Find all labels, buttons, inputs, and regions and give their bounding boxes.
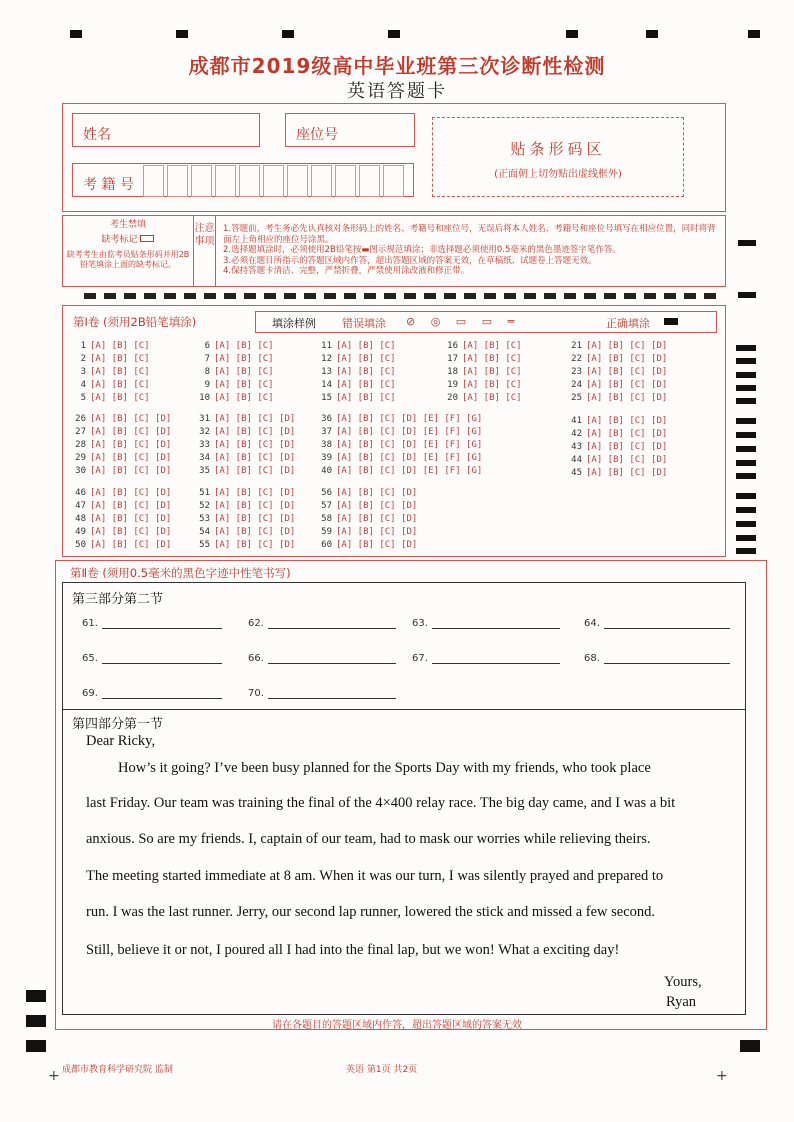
question-number: 9 [204,380,210,390]
wrong-examples: ⊘ ◎ ▭ ▭ ═ [406,315,521,328]
divider-dashes [84,293,724,299]
question-5[interactable] [70,393,150,403]
question-23[interactable] [566,367,667,377]
timing-mark [736,473,756,479]
answer-options[interactable]: [A] [B] [C] [D] [214,440,296,450]
exam-no-digit-box[interactable] [359,165,380,197]
question-number: 24 [571,380,582,390]
question-22[interactable] [566,354,667,364]
question-number: 60 [321,540,332,550]
blank-66[interactable]: 66. [248,653,396,664]
timing-mark [736,372,756,378]
answer-options[interactable]: [A] [B] [C] [336,393,396,403]
question-number: 17 [447,354,458,364]
question-27[interactable] [70,427,171,437]
answer-options[interactable]: [A] [B] [C] [D] [E] [F] [G] [336,427,483,437]
question-number: 8 [204,367,210,377]
exam-no-digit-box[interactable] [311,165,332,197]
question-number: 56 [321,488,332,498]
seat-field[interactable] [285,113,415,147]
answer-options[interactable]: [A] [B] [C] [D] [90,514,172,524]
question-number: 44 [571,455,582,465]
question-47[interactable] [70,501,171,511]
answer-options[interactable]: [A] [B] [C] [462,393,522,403]
name-field[interactable] [72,113,260,147]
question-number: 32 [199,427,210,437]
question-41[interactable] [566,416,667,426]
answer-options[interactable]: [A] [B] [C] [214,354,274,364]
timing-mark [748,30,760,38]
question-number: 11 [321,341,332,351]
question-number: 12 [321,354,332,364]
answer-options[interactable]: [A] [B] [C] [462,380,522,390]
blank-61[interactable]: 61. [82,618,222,629]
timing-mark [388,30,400,38]
correct-example [664,318,678,325]
question-8[interactable] [194,367,274,377]
question-31[interactable] [194,414,295,424]
question-number: 16 [447,341,458,351]
question-20[interactable] [442,393,522,403]
exam-no-label: 考 籍 号 [83,177,134,193]
answer-options[interactable]: [A] [B] [C] [D] [336,514,418,524]
timing-mark [740,1040,760,1052]
question-45[interactable] [566,468,667,478]
timing-mark [736,418,756,424]
question-24[interactable] [566,380,667,390]
answer-options[interactable]: [A] [B] [C] [336,341,396,351]
answer-options[interactable]: [A] [B] [C] [D] [336,540,418,550]
blank-64[interactable]: 64. [584,618,730,629]
question-58[interactable] [316,514,417,524]
question-number: 33 [199,440,210,450]
crop-mark: + [716,1068,728,1084]
notes-items [223,224,718,277]
question-number: 51 [199,488,210,498]
question-number: 13 [321,367,332,377]
question-number: 54 [199,527,210,537]
question-number: 47 [75,501,86,511]
answer-options[interactable]: [A] [B] [C] [D] [214,427,296,437]
answer-options[interactable]: [A] [B] [C] [D] [214,466,296,476]
question-number: 39 [321,453,332,463]
answer-options[interactable]: [A] [B] [C] [D] [214,540,296,550]
question-43[interactable] [566,442,667,452]
answer-options[interactable]: [A] [B] [C] [214,393,274,403]
letter-line: anxious. So are my friends. I, captain of our team, had to mask our worries while relieving theirs. [86,831,651,847]
exam-no-digit-box[interactable] [143,165,164,197]
answer-options[interactable]: [A] [B] [C] [D] [586,354,668,364]
question-48[interactable] [70,514,171,524]
question-number: 2 [80,354,86,364]
question-36[interactable] [316,414,482,424]
question-number: 59 [321,527,332,537]
answer-options[interactable]: [A] [B] [C] [90,367,150,377]
correct-label: 正确填涂 [606,317,650,330]
question-34[interactable] [194,453,295,463]
question-49[interactable] [70,527,171,537]
exam-no-digit-box[interactable] [287,165,308,197]
seat-label: 座位号 [296,127,338,143]
question-number: 52 [199,501,210,511]
answer-options[interactable]: [A] [B] [C] [D] [90,440,172,450]
question-17[interactable] [442,354,522,364]
answer-options[interactable]: [A] [B] [C] [D] [586,429,668,439]
note-item: 1.答题前，考生务必先认真核对条形码上的姓名、考籍号和座位号，无误后将本人姓名、考籍号和座位号填写在相应位置，同时将背面左上角相应的座位号涂黑。 [223,224,716,245]
answer-options[interactable]: [A] [B] [C] [90,380,150,390]
timing-mark [736,446,756,452]
question-number: 19 [447,380,458,390]
question-38[interactable] [316,440,482,450]
question-6[interactable] [194,341,274,351]
question-33[interactable] [194,440,295,450]
question-4[interactable] [70,380,150,390]
question-number: 42 [571,429,582,439]
question-21[interactable] [566,341,667,351]
question-number: 21 [571,341,582,351]
blank-67[interactable]: 67. [412,653,560,664]
timing-mark [26,1040,46,1052]
question-number: 20 [447,393,458,403]
timing-mark [736,345,756,351]
question-59[interactable] [316,527,417,537]
answer-options[interactable]: [A] [B] [C] [D] [90,453,172,463]
question-number: 6 [204,341,210,351]
question-number: 18 [447,367,458,377]
exam-no-digit-box[interactable] [215,165,236,197]
answer-options[interactable]: [A] [B] [C] [D] [90,414,172,424]
question-number: 57 [321,501,332,511]
question-number: 5 [80,393,86,403]
question-32[interactable] [194,427,295,437]
answer-options[interactable]: [A] [B] [C] [90,393,150,403]
question-16[interactable] [442,341,522,351]
blank-65[interactable]: 65. [82,653,222,664]
question-13[interactable] [316,367,396,377]
question-number: 7 [204,354,210,364]
question-number: 36 [321,414,332,424]
wrong-label: 错误填涂 [342,317,386,330]
timing-mark [736,460,756,466]
section-2-header: 第Ⅱ卷 (须用0.5毫米的黑色字迹中性笔书写) [70,566,291,580]
answer-options[interactable]: [A] [B] [C] [D] [214,453,296,463]
letter-line: The meeting started immediate at 8 am. When it was our turn, I was silently prayed and prepared to [86,868,664,884]
question-54[interactable] [194,527,295,537]
question-26[interactable] [70,414,171,424]
page-number: 英语 第1页 共2页 [346,1065,418,1075]
notes-box [62,215,726,287]
timing-mark [736,521,756,527]
part-4-title: 第四部分第一节 [72,717,164,732]
question-11[interactable] [316,341,396,351]
answer-area-warning: 请在各题目的答题区域内作答，超出答题区域的答案无效 [272,1020,522,1031]
absent-mark-label: 缺考标记 [101,235,138,245]
answer-options[interactable]: [A] [B] [C] [D] [336,501,418,511]
timing-mark [736,548,756,554]
question-46[interactable] [70,488,171,498]
question-60[interactable] [316,540,417,550]
question-number: 55 [199,540,210,550]
question-40[interactable] [316,466,482,476]
answer-options[interactable]: [A] [B] [C] [214,367,274,377]
timing-mark [736,507,756,513]
question-number: 31 [199,414,210,424]
question-number: 4 [80,380,86,390]
answer-options[interactable]: [A] [B] [C] [D] [90,466,172,476]
note-item: 4.保持答题卡清洁、完整，严禁折叠，严禁使用涂改液和修正带。 [223,266,470,276]
answer-options[interactable]: [A] [B] [C] [90,354,150,364]
fill-sample [255,311,717,333]
question-14[interactable] [316,380,396,390]
answer-options[interactable]: [A] [B] [C] [D] [90,527,172,537]
answer-options[interactable]: [A] [B] [C] [D] [336,488,418,498]
answer-options[interactable]: [A] [B] [C] [336,380,396,390]
answer-options[interactable]: [A] [B] [C] [214,341,274,351]
question-number: 37 [321,427,332,437]
sample-label: 填涂样例 [272,317,316,330]
question-7[interactable] [194,354,274,364]
timing-mark [736,432,756,438]
answer-options[interactable]: [A] [B] [C] [336,367,396,377]
question-56[interactable] [316,488,417,498]
timing-mark [738,292,756,298]
question-10[interactable] [194,393,274,403]
answer-options[interactable]: [A] [B] [C] [D] [586,393,668,403]
timing-mark [736,398,756,404]
letter-closing: Yours, [664,974,702,990]
answer-options[interactable]: [A] [B] [C] [D] [214,501,296,511]
timing-mark [282,30,294,38]
question-number: 58 [321,514,332,524]
question-52[interactable] [194,501,295,511]
blank-70[interactable]: 70. [248,688,396,699]
exam-no-digit-box[interactable] [191,165,212,197]
question-37[interactable] [316,427,482,437]
absent-title: 考生禁填 [109,220,146,230]
part-3-title: 第三部分第二节 [72,592,164,607]
answer-options[interactable]: [A] [B] [C] [336,354,396,364]
letter-greeting: Dear Ricky, [86,733,156,749]
question-number: 46 [75,488,86,498]
answer-options[interactable]: [A] [B] [C] [D] [214,414,296,424]
timing-mark [736,493,756,499]
barcode-title: 贴条形码区 [510,140,606,158]
barcode-note: (正面朝上切勿贴出虚线框外) [494,169,622,180]
answer-options[interactable]: [A] [B] [C] [D] [586,468,668,478]
question-number: 29 [75,453,86,463]
question-30[interactable] [70,466,171,476]
question-number: 25 [571,393,582,403]
barcode-area [432,117,684,197]
answer-options[interactable]: [A] [B] [C] [D] [586,442,668,452]
question-18[interactable] [442,367,522,377]
question-39[interactable] [316,453,482,463]
crop-mark: + [48,1068,60,1084]
answer-options[interactable]: [A] [B] [C] [D] [90,501,172,511]
note-item: 2.选择题填涂时，必须使用2B铅笔按▬图示规范填涂；非选择题必须使用0.5毫米的黑色墨迹签字笔作答。 [223,245,621,255]
exam-no-digit-box[interactable] [263,165,284,197]
note-item: 3.必须在题目所指示的答题区域内作答，超出答题区域的答案无效，在草稿纸、试题卷上答题无效。 [223,255,597,266]
question-number: 23 [571,367,582,377]
timing-mark [26,990,46,1002]
question-42[interactable] [566,429,667,439]
question-number: 3 [80,367,86,377]
question-number: 27 [75,427,86,437]
answer-options[interactable]: [A] [B] [C] [D] [214,514,296,524]
notes-label: 注意事项 [194,216,216,286]
question-25[interactable] [566,393,667,403]
timing-mark [738,240,756,246]
question-55[interactable] [194,540,295,550]
question-number: 15 [321,393,332,403]
absent-panel [63,216,194,286]
question-number: 30 [75,466,86,476]
exam-no-digit-box[interactable] [239,165,260,197]
answer-options[interactable]: [A] [B] [C] [D] [214,488,296,498]
question-number: 45 [571,468,582,478]
answer-options[interactable]: [A] [B] [C] [D] [90,427,172,437]
question-number: 35 [199,466,210,476]
exam-no-digit-box[interactable] [383,165,404,197]
timing-mark [736,358,756,364]
exam-no-digit-box[interactable] [335,165,356,197]
answer-options[interactable]: [A] [B] [C] [D] [586,367,668,377]
question-12[interactable] [316,354,396,364]
question-50[interactable] [70,540,171,550]
timing-mark [646,30,658,38]
section-1-header: 第Ⅰ卷 (须用2B铅笔填涂) [73,315,197,329]
question-number: 28 [75,440,86,450]
blank-69[interactable]: 69. [82,688,222,699]
question-1[interactable] [70,341,150,351]
absent-desc: 缺考考生由监考员贴条形码并用2B铅笔填涂上面的缺考标记。 [66,250,190,269]
answer-options[interactable]: [A] [B] [C] [D] [586,455,668,465]
answer-options[interactable]: [A] [B] [C] [D] [586,416,668,426]
answer-options[interactable]: [A] [B] [C] [D] [E] [F] [G] [336,453,483,463]
answer-options[interactable]: [A] [B] [C] [D] [E] [F] [G] [336,466,483,476]
question-35[interactable] [194,466,295,476]
question-number: 38 [321,440,332,450]
question-51[interactable] [194,488,295,498]
question-53[interactable] [194,514,295,524]
timing-mark [566,30,578,38]
question-number: 49 [75,527,86,537]
page-title: 成都市2019级高中毕业班第三次诊断性检测 [188,54,606,78]
question-57[interactable] [316,501,417,511]
timing-mark [176,30,188,38]
answer-options[interactable]: [A] [B] [C] [D] [586,380,668,390]
question-number: 53 [199,514,210,524]
answer-options[interactable]: [A] [B] [C] [D] [586,341,668,351]
letter-signature: Ryan [666,994,697,1010]
question-3[interactable] [70,367,150,377]
answer-options[interactable]: [A] [B] [C] [462,341,522,351]
letter-line: last Friday. Our team was training the final of the 4×400 relay race. The big day came, and I was a bit [86,795,676,811]
blank-63[interactable]: 63. [412,618,560,629]
blank-68[interactable]: 68. [584,653,730,664]
question-15[interactable] [316,393,396,403]
question-number: 34 [199,453,210,463]
page-subtitle: 英语答题卡 [347,81,447,102]
question-44[interactable] [566,455,667,465]
question-number: 22 [571,354,582,364]
name-label: 姓名 [83,127,111,143]
letter-line: run. I was the last runner. Jerry, our second lap runner, lowered the stick and missed a few second. [86,904,656,920]
answer-options[interactable]: [A] [B] [C] [D] [90,540,172,550]
absent-mark-box[interactable] [140,235,154,242]
question-9[interactable] [194,380,274,390]
exam-no-digit-box[interactable] [167,165,188,197]
question-28[interactable] [70,440,171,450]
question-number: 14 [321,380,332,390]
blank-62[interactable]: 62. [248,618,396,629]
question-number: 10 [199,393,210,403]
question-2[interactable] [70,354,150,364]
question-number: 1 [80,341,86,351]
letter-line: Still, believe it or not, I poured all I had into the final lap, but we won! What a exciting day! [86,942,620,958]
timing-mark [70,30,82,38]
answer-options[interactable]: [A] [B] [C] [D] [E] [F] [G] [336,414,483,424]
timing-mark [736,535,756,541]
question-number: 41 [571,416,582,426]
answer-options[interactable]: [A] [B] [C] [90,341,150,351]
question-29[interactable] [70,453,171,463]
answer-options[interactable]: [A] [B] [C] [D] [214,527,296,537]
part-4-box [62,710,746,1015]
question-number: 48 [75,514,86,524]
question-number: 43 [571,442,582,452]
answer-options[interactable]: [A] [B] [C] [D] [336,527,418,537]
answer-options[interactable]: [A] [B] [C] [D] [90,488,172,498]
letter-line: How’s it going? I’ve been busy planned for the Sports Day with my friends, who took place [118,760,651,776]
question-number: 26 [75,414,86,424]
answer-options[interactable]: [A] [B] [C] [214,380,274,390]
timing-mark [736,385,756,391]
publisher: 成都市教育科学研究院 监制 [62,1065,173,1075]
answer-options[interactable]: [A] [B] [C] [462,367,522,377]
question-number: 50 [75,540,86,550]
question-19[interactable] [442,380,522,390]
answer-options[interactable]: [A] [B] [C] [462,354,522,364]
question-number: 40 [321,466,332,476]
answer-options[interactable]: [A] [B] [C] [D] [E] [F] [G] [336,440,483,450]
